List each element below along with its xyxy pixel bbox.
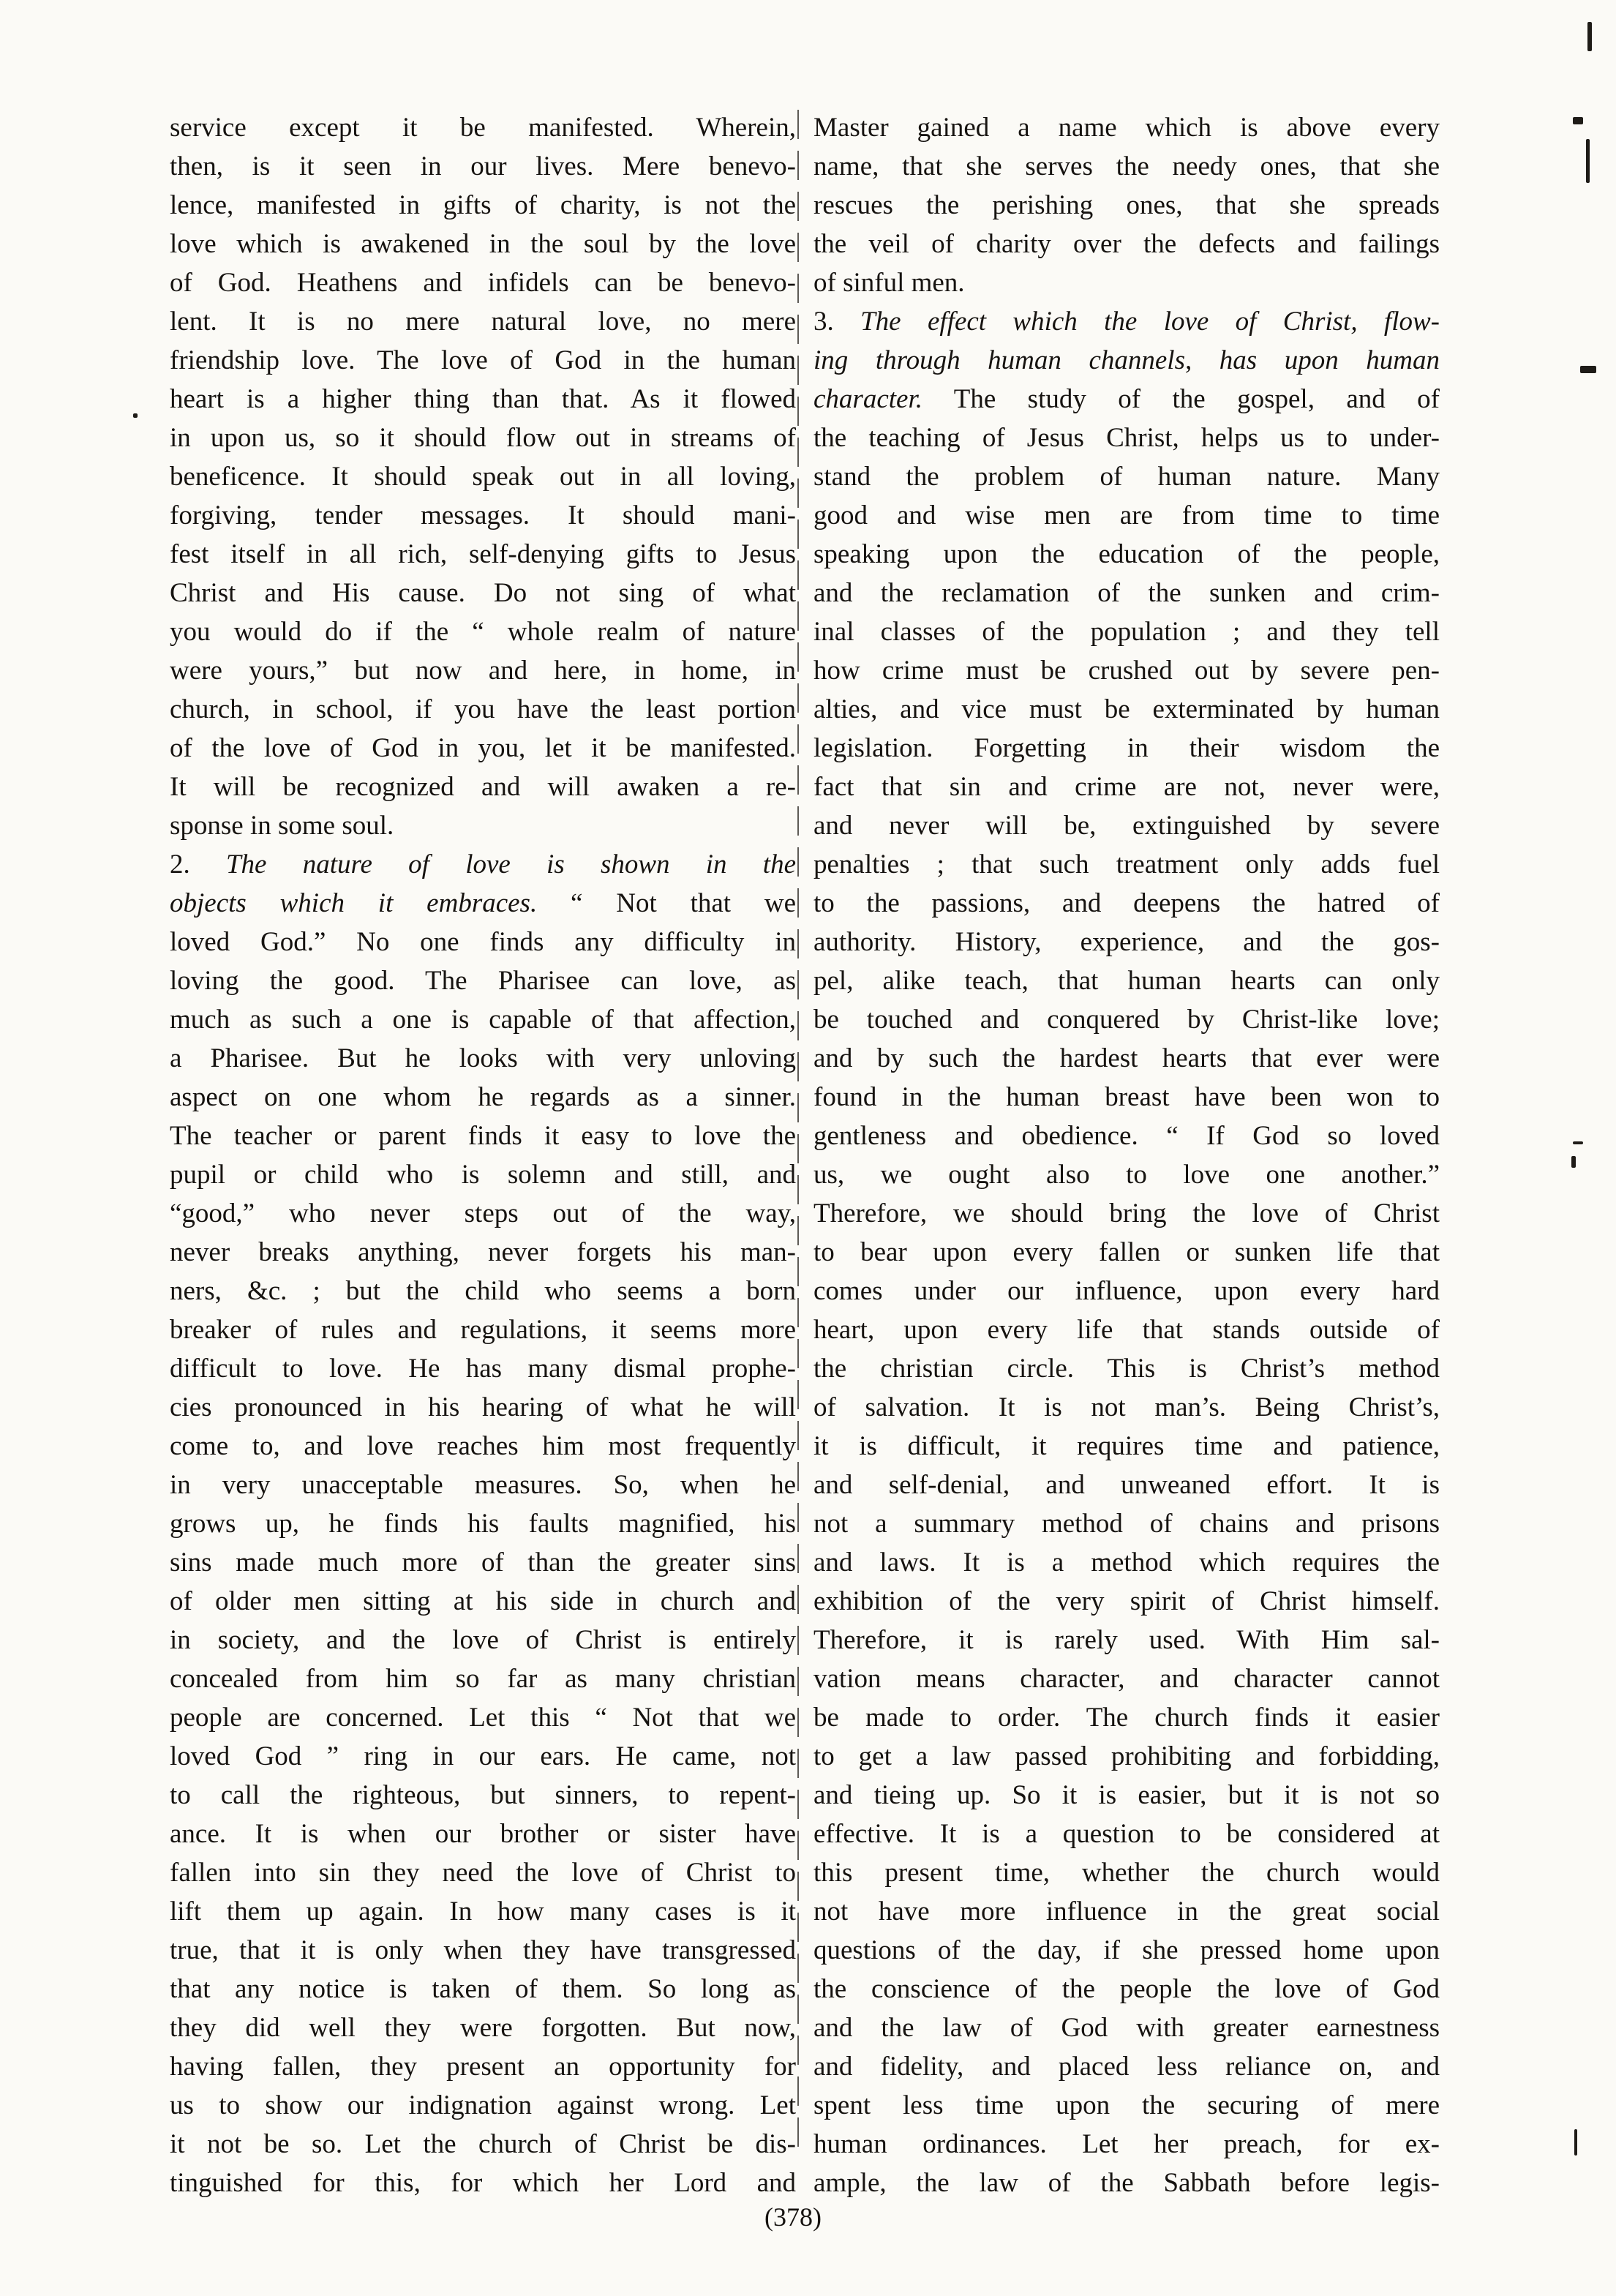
text-line: exhibition of the very spirit of Christ himself. bbox=[813, 1586, 1440, 1616]
text-line: having fallen, they present an opportunity for bbox=[170, 2052, 796, 2082]
text-line: to call the righteous, but sinners, to repent- bbox=[170, 1780, 796, 1810]
text-line: aspect on one whom he regards as a sinner. bbox=[170, 1082, 796, 1112]
text-line: and by such the hardest hearts that ever were bbox=[813, 1043, 1440, 1073]
text-line: beneficence. It should speak out in all loving, bbox=[170, 462, 796, 492]
text-line: how crime must be crushed out by severe pen- bbox=[813, 656, 1440, 686]
text-line: comes under our influence, upon every hard bbox=[813, 1276, 1440, 1306]
text-line: It will be recognized and will awaken a re- bbox=[170, 772, 796, 802]
text-line: and laws. It is a method which requires the bbox=[813, 1547, 1440, 1577]
text-line: pupil or child who is solemn and still, and bbox=[170, 1160, 796, 1190]
text-line: lift them up again. In how many cases is it bbox=[170, 1897, 796, 1927]
text-line bbox=[813, 341, 1440, 380]
section-number: 2. bbox=[170, 849, 190, 879]
text-line: to the passions, and deepens the hatred of bbox=[813, 888, 1440, 918]
text-line: love which is awakened in the soul by the love bbox=[170, 229, 796, 259]
text-line: to get a law passed prohibiting and forbidding, bbox=[813, 1741, 1440, 1771]
text-line: sins made much more of than the greater sins bbox=[170, 1547, 796, 1577]
text-line: were yours,” but now and here, in home, in bbox=[170, 656, 796, 686]
scan-mark bbox=[1587, 22, 1592, 51]
section-text: “ Not that we bbox=[571, 888, 797, 918]
text-line: it not be so. Let the church of Christ be dis- bbox=[170, 2129, 796, 2159]
text-line: fest itself in all rich, self-denying gifts to Jesus bbox=[170, 539, 796, 569]
text-line: then, is it seen in our lives. Mere benevo- bbox=[170, 151, 796, 181]
text-line: that any notice is taken of them. So long as bbox=[170, 1974, 796, 2004]
text-line: this present time, whether the church would bbox=[813, 1858, 1440, 1888]
text-line: come to, and love reaches him most frequently bbox=[170, 1431, 796, 1461]
text-line: forgiving, tender messages. It should mani- bbox=[170, 500, 796, 530]
text-line: loving the good. The Pharisee can love, as bbox=[170, 966, 796, 996]
text-line: difficult to love. He has many dismal prophe- bbox=[170, 1354, 796, 1384]
text-line: you would do if the “ whole realm of nature bbox=[170, 617, 796, 647]
text-line: ample, the law of the Sabbath before legis- bbox=[813, 2168, 1440, 2198]
text-line: tinguished for this, for which her Lord and bbox=[170, 2168, 796, 2198]
text-line: rescues the perishing ones, that she spreads bbox=[813, 190, 1440, 220]
text-line: a Pharisee. But he looks with very unloving bbox=[170, 1043, 796, 1073]
text-line: spent less time upon the securing of mere bbox=[813, 2090, 1440, 2120]
text-line: it is difficult, it requires time and patience, bbox=[813, 1431, 1440, 1461]
section-heading: objects which it embraces. bbox=[170, 888, 538, 918]
text-line: vation means character, and character cannot bbox=[813, 1664, 1440, 1694]
section-heading: The effect which the love of Christ, flow- bbox=[860, 307, 1440, 337]
text-line: lence, manifested in gifts of charity, is not the bbox=[170, 190, 796, 220]
text-line: not a summary method of chains and prisons bbox=[813, 1509, 1440, 1539]
scan-mark bbox=[1586, 139, 1590, 183]
text-line: penalties ; that such treatment only adds fuel bbox=[813, 849, 1440, 879]
text-line: of older men sitting at his side in church and bbox=[170, 1586, 796, 1616]
text-line: and tieing up. So it is easier, but it is not so bbox=[813, 1780, 1440, 1810]
text-line: legislation. Forgetting in their wisdom the bbox=[813, 733, 1440, 763]
text-line bbox=[170, 884, 796, 923]
text-line: in very unacceptable measures. So, when he bbox=[170, 1470, 796, 1500]
scan-mark bbox=[1573, 117, 1583, 124]
scan-mark bbox=[1574, 2129, 1577, 2156]
text-line: Master gained a name which is above every bbox=[813, 113, 1440, 143]
text-line: us, we ought also to love one another.” bbox=[813, 1160, 1440, 1190]
text-line: church, in school, if you have the least portion bbox=[170, 694, 796, 724]
text-line: in upon us, so it should flow out in streams of bbox=[170, 423, 796, 453]
text-line: grows up, he finds his faults magnified, his bbox=[170, 1509, 796, 1539]
page-number: (378) bbox=[764, 2202, 822, 2232]
text-line: in society, and the love of Christ is entirely bbox=[170, 1625, 796, 1655]
text-line: ance. It is when our brother or sister have bbox=[170, 1819, 796, 1849]
text-line: the veil of charity over the defects and failings bbox=[813, 229, 1440, 259]
text-line: Christ and His cause. Do not sing of what bbox=[170, 578, 796, 608]
text-line: be made to order. The church finds it easier bbox=[813, 1703, 1440, 1733]
text-line: the christian circle. This is Christ’s method bbox=[813, 1354, 1440, 1384]
scan-mark bbox=[1571, 1156, 1576, 1168]
left-text-column bbox=[170, 108, 796, 2202]
text-line: friendship love. The love of God in the human bbox=[170, 345, 796, 375]
text-line: name, that she serves the needy ones, that she bbox=[813, 151, 1440, 181]
text-line: us to show our indignation against wrong. Let bbox=[170, 2090, 796, 2120]
text-line: true, that it is only when they have transgressed bbox=[170, 1935, 796, 1965]
text-line: fact that sin and crime are not, never were, bbox=[813, 772, 1440, 802]
text-line: inal classes of the population ; and they tell bbox=[813, 617, 1440, 647]
text-line: and the reclamation of the sunken and crim- bbox=[813, 578, 1440, 608]
text-line: of sinful men. bbox=[813, 268, 965, 298]
scan-mark bbox=[1573, 1141, 1583, 1144]
text-line: pel, alike teach, that human hearts can only bbox=[813, 966, 1440, 996]
section-heading: character. bbox=[813, 384, 922, 414]
scan-mark bbox=[1580, 366, 1596, 373]
text-line: concealed from him so far as many christian bbox=[170, 1664, 796, 1694]
text-line: ners, &c. ; but the child who seems a born bbox=[170, 1276, 796, 1306]
text-line: human ordinances. Let her preach, for ex- bbox=[813, 2129, 1440, 2159]
text-line: they did well they were forgotten. But now, bbox=[170, 2013, 796, 2043]
text-line: authority. History, experience, and the gos- bbox=[813, 927, 1440, 957]
text-line: fallen into sin they need the love of Christ to bbox=[170, 1858, 796, 1888]
text-line: people are concerned. Let this “ Not that we bbox=[170, 1703, 796, 1733]
text-line: much as such a one is capable of that affection, bbox=[170, 1005, 796, 1035]
text-line: The teacher or parent finds it easy to love the bbox=[170, 1121, 796, 1151]
text-line: speaking upon the education of the people, bbox=[813, 539, 1440, 569]
text-line bbox=[170, 845, 796, 884]
text-line: questions of the day, if she pressed home upon bbox=[813, 1935, 1440, 1965]
text-line: service except it be manifested. Wherein, bbox=[170, 113, 796, 143]
text-line: heart, upon every life that stands outside of bbox=[813, 1315, 1440, 1345]
text-line: and never will be, extinguished by severe bbox=[813, 811, 1440, 841]
section-text: The study of the gospel, and of bbox=[953, 384, 1440, 414]
text-line: Therefore, it is rarely used. With Him sal- bbox=[813, 1625, 1440, 1655]
column-divider bbox=[797, 110, 799, 2158]
text-line: loved God ” ring in our ears. He came, not bbox=[170, 1741, 796, 1771]
text-line: sponse in some soul. bbox=[170, 811, 394, 841]
section-heading: The nature of love is shown in the bbox=[225, 849, 796, 879]
section-number: 3. bbox=[813, 307, 834, 337]
text-line: breaker of rules and regulations, it seems more bbox=[170, 1315, 796, 1345]
text-line bbox=[813, 302, 1440, 341]
text-line: stand the problem of human nature. Many bbox=[813, 462, 1440, 492]
text-line: and the law of God with greater earnestness bbox=[813, 2013, 1440, 2043]
text-line: cies pronounced in his hearing of what he will bbox=[170, 1392, 796, 1422]
text-line: effective. It is a question to be considered at bbox=[813, 1819, 1440, 1849]
section-heading: ing through human channels, has upon human bbox=[813, 345, 1440, 375]
text-line: “good,” who never steps out of the way, bbox=[170, 1198, 796, 1228]
text-line: never breaks anything, never forgets his man- bbox=[170, 1237, 796, 1267]
text-line: and fidelity, and placed less reliance on, and bbox=[813, 2052, 1440, 2082]
text-line: Therefore, we should bring the love of Christ bbox=[813, 1198, 1440, 1228]
text-line: of the love of God in you, let it be manifested. bbox=[170, 733, 796, 763]
text-line: not have more influence in the great social bbox=[813, 1897, 1440, 1927]
right-text-column bbox=[813, 108, 1440, 2202]
text-line: lent. It is no mere natural love, no mere bbox=[170, 307, 796, 337]
text-line: heart is a higher thing than that. As it flowed bbox=[170, 384, 796, 414]
text-line: loved God.” No one finds any difficulty in bbox=[170, 927, 796, 957]
text-line: the teaching of Jesus Christ, helps us to under- bbox=[813, 423, 1440, 453]
text-line bbox=[813, 380, 1440, 419]
text-line: gentleness and obedience. “ If God so loved bbox=[813, 1121, 1440, 1151]
text-line: the conscience of the people the love of God bbox=[813, 1974, 1440, 2004]
text-line: to bear upon every fallen or sunken life that bbox=[813, 1237, 1440, 1267]
text-line: found in the human breast have been won to bbox=[813, 1082, 1440, 1112]
text-line: of God. Heathens and infidels can be benevo- bbox=[170, 268, 796, 298]
text-line: alties, and vice must be exterminated by human bbox=[813, 694, 1440, 724]
text-line: of salvation. It is not man’s. Being Christ’s, bbox=[813, 1392, 1440, 1422]
text-line: good and wise men are from time to time bbox=[813, 500, 1440, 530]
text-line: be touched and conquered by Christ-like love; bbox=[813, 1005, 1440, 1035]
scan-mark bbox=[133, 413, 138, 418]
text-line: and self-denial, and unweaned effort. It is bbox=[813, 1470, 1440, 1500]
